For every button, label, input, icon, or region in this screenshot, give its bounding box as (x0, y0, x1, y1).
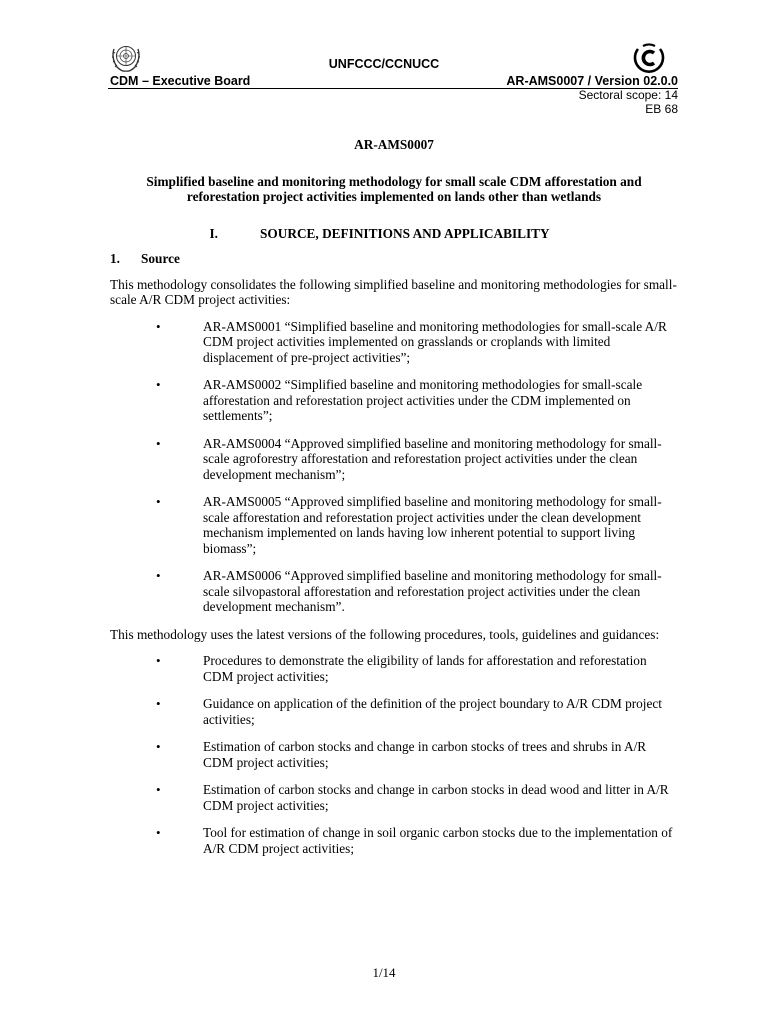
intro-paragraph: This methodology consolidates the following simplified baseline and monitoring methodologies for small-scale A/R CDM project activities: (110, 276, 677, 307)
document-id: AR-AMS0007 (354, 137, 434, 152)
list-item (110, 696, 678, 727)
section-heading (110, 226, 678, 242)
bullet-icon: • (156, 696, 161, 711)
subsection-title: Source (141, 251, 180, 266)
list-item-text: Tool for estimation of change in soil organic carbon stocks due to the implementation of A/R CDM project activities; (203, 825, 673, 856)
list-item-text: Estimation of carbon stocks and change in carbon stocks of trees and shrubs in A/R CDM project activities; (203, 739, 647, 770)
list-item-text: Estimation of carbon stocks and change in carbon stocks in dead wood and litter in A/R CDM project activities; (203, 782, 669, 813)
section-title: SOURCE, DEFINITIONS AND APPLICABILITY (260, 225, 550, 241)
document-title: Simplified baseline and monitoring methodology for small scale CDM afforestation and reforestation project activities implemented on lands other than wetlands (146, 173, 642, 204)
subsection-number: 1. (110, 251, 120, 266)
bullet-icon: • (156, 435, 161, 451)
procedures-intro-paragraph: This methodology uses the latest versions of the following procedures, tools, guidelines and guidances: (110, 626, 660, 642)
list-item (110, 568, 678, 615)
bullet-icon: • (156, 377, 161, 392)
list-item-text: Guidance on application of the definition of the project boundary to A/R CDM project activities; (203, 696, 663, 727)
subsection-heading (110, 251, 678, 267)
document-meta (506, 74, 678, 116)
list-item-text: AR-AMS0006 “Approved simplified baseline and monitoring methodology for small-scale silvopastoral afforestation and reforestation project activities under the clean development mechanism”. (203, 568, 662, 614)
organization-name: UNFCCC/CCNUCC (328, 57, 440, 71)
bullet-icon: • (156, 568, 161, 583)
list-item (110, 653, 678, 684)
list-item (110, 825, 678, 856)
header-divider (108, 88, 678, 89)
list-item (110, 319, 678, 366)
list-item-text: AR-AMS0001 “Simplified baseline and monitoring methodologies for small-scale A/R CDM project activities implemented on grasslands or croplands with limited displacement of pre-project activities”; (203, 318, 667, 365)
list-item (110, 782, 678, 813)
section-number: I. (209, 225, 218, 241)
methodology-list (110, 319, 678, 615)
list-item (110, 377, 678, 424)
bullet-icon: • (156, 825, 161, 840)
bullet-icon: • (156, 318, 161, 334)
list-item-text: Procedures to demonstrate the eligibility of lands for afforestation and reforestation CDM project activities; (203, 653, 647, 684)
bullet-icon: • (156, 653, 161, 668)
executive-board-label: CDM – Executive Board (110, 74, 251, 88)
bullet-icon: • (156, 739, 161, 754)
bullet-icon: • (156, 494, 161, 509)
procedures-list (110, 653, 678, 856)
meeting-label: EB 68 (645, 102, 678, 116)
document-body (110, 137, 678, 868)
list-item-text: AR-AMS0004 “Approved simplified baseline and monitoring methodology for small-scale agroforestry afforestation and reforestation project activities under the clean development mechanism”; (203, 435, 662, 482)
list-item-text: AR-AMS0005 “Approved simplified baseline and monitoring methodology for small-scale afforestation and reforestation project activities under the clean development mechanism implemented on lands having low inherent potential to support living biomass”; (203, 494, 662, 556)
list-item (110, 494, 678, 556)
bullet-icon: • (156, 782, 161, 797)
list-item-text: AR-AMS0002 “Simplified baseline and monitoring methodologies for small-scale afforestation and reforestation project activities under the CDM implemented on settlements”; (203, 377, 643, 423)
list-item (110, 739, 678, 770)
page-number: 1/14 (372, 965, 396, 980)
sectoral-scope: Sectoral scope: 14 (578, 88, 678, 102)
list-item (110, 436, 678, 483)
document-version: AR-AMS0007 / Version 02.0.0 (506, 74, 678, 88)
